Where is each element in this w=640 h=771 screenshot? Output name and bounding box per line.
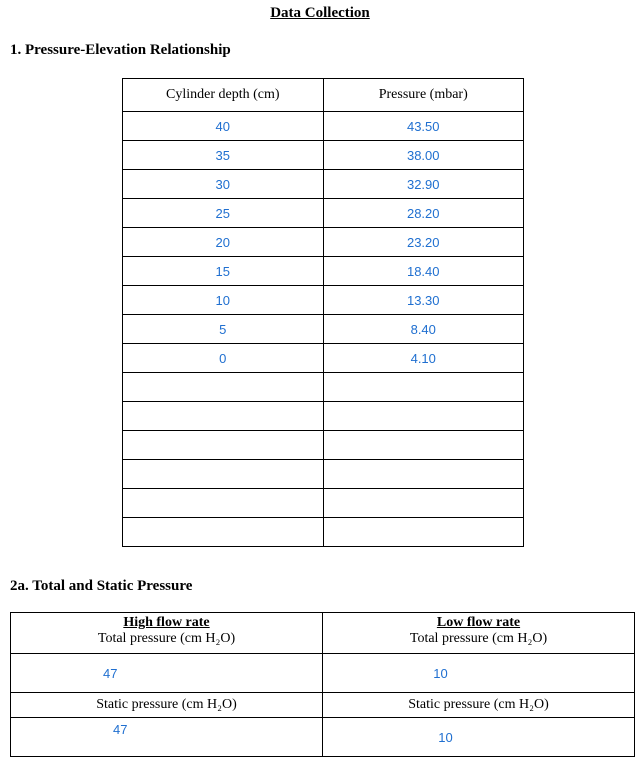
- static-pressure-label-row: [11, 693, 635, 718]
- table-row-empty: [123, 518, 524, 547]
- low-total-pressure-label: Total pressure (cm H₂O): [323, 631, 635, 654]
- pressure-cell[interactable]: 32.90: [323, 170, 524, 199]
- depth-cell[interactable]: 0: [123, 344, 324, 373]
- depth-cell[interactable]: [123, 518, 324, 547]
- depth-cell[interactable]: 5: [123, 315, 324, 344]
- high-total-pressure-label: Total pressure (cm H₂O): [11, 631, 323, 654]
- page-title: Data Collection: [270, 5, 370, 21]
- table-row: [123, 141, 524, 170]
- pressure-cell[interactable]: [323, 460, 524, 489]
- table-row: [123, 315, 524, 344]
- table-row-empty: [123, 489, 524, 518]
- depth-cell[interactable]: 15: [123, 257, 324, 286]
- column-header-pressure: Pressure (mbar): [323, 79, 524, 112]
- low-total-pressure-value: 10: [433, 665, 448, 681]
- depth-cell[interactable]: 25: [123, 199, 324, 228]
- high-total-pressure-field[interactable]: [11, 654, 323, 693]
- high-total-pressure-value: 47: [103, 665, 118, 681]
- depth-cell[interactable]: [123, 373, 324, 402]
- pressure-cell[interactable]: 43.50: [323, 112, 524, 141]
- low-flow-rate-label: Low flow rate: [323, 613, 635, 632]
- table-header-row: [123, 79, 524, 112]
- pressure-cell[interactable]: 13.30: [323, 286, 524, 315]
- flow-rate-header-row: [11, 613, 635, 632]
- table-row: [123, 286, 524, 315]
- depth-cell[interactable]: 20: [123, 228, 324, 257]
- low-total-pressure-field[interactable]: [323, 654, 635, 693]
- table-row-empty: [123, 402, 524, 431]
- depth-cell[interactable]: [123, 489, 324, 518]
- table-row: [123, 228, 524, 257]
- column-header-depth: Cylinder depth (cm): [123, 79, 324, 112]
- high-static-pressure-label: Static pressure (cm H₂O): [11, 693, 323, 718]
- high-static-pressure-field[interactable]: [11, 718, 323, 757]
- low-static-pressure-label: Static pressure (cm H₂O): [323, 693, 635, 718]
- table-row-empty: [123, 431, 524, 460]
- low-static-pressure-value: 10: [438, 729, 453, 745]
- depth-cell[interactable]: 40: [123, 112, 324, 141]
- total-static-pressure-table: [10, 612, 635, 757]
- section1-heading: 1. Pressure-Elevation Relationship: [10, 42, 231, 58]
- pressure-cell[interactable]: 38.00: [323, 141, 524, 170]
- pressure-cell[interactable]: 28.20: [323, 199, 524, 228]
- total-pressure-value-row: [11, 654, 635, 693]
- high-flow-rate-label: High flow rate: [11, 613, 323, 632]
- depth-cell[interactable]: 30: [123, 170, 324, 199]
- static-pressure-value-row: [11, 718, 635, 757]
- pressure-cell[interactable]: [323, 373, 524, 402]
- pressure-cell[interactable]: [323, 431, 524, 460]
- high-static-pressure-value: 47: [113, 721, 128, 737]
- table-row-empty: [123, 460, 524, 489]
- pressure-cell[interactable]: 4.10: [323, 344, 524, 373]
- pressure-cell[interactable]: 18.40: [323, 257, 524, 286]
- table-row: [123, 199, 524, 228]
- low-static-pressure-field[interactable]: [323, 718, 635, 757]
- depth-cell[interactable]: [123, 402, 324, 431]
- pressure-cell[interactable]: [323, 402, 524, 431]
- table-row: [123, 257, 524, 286]
- pressure-cell[interactable]: 23.20: [323, 228, 524, 257]
- pressure-cell[interactable]: [323, 489, 524, 518]
- depth-cell[interactable]: 35: [123, 141, 324, 170]
- depth-cell[interactable]: [123, 431, 324, 460]
- pressure-cell[interactable]: 8.40: [323, 315, 524, 344]
- total-pressure-label-row: [11, 631, 635, 654]
- table-row: [123, 344, 524, 373]
- pressure-cell[interactable]: [323, 518, 524, 547]
- table-row-empty: [123, 373, 524, 402]
- table-row: [123, 170, 524, 199]
- section2-heading: 2a. Total and Static Pressure: [10, 578, 193, 594]
- depth-cell[interactable]: [123, 460, 324, 489]
- pressure-elevation-table: [122, 78, 524, 547]
- table-row: [123, 112, 524, 141]
- depth-cell[interactable]: 10: [123, 286, 324, 315]
